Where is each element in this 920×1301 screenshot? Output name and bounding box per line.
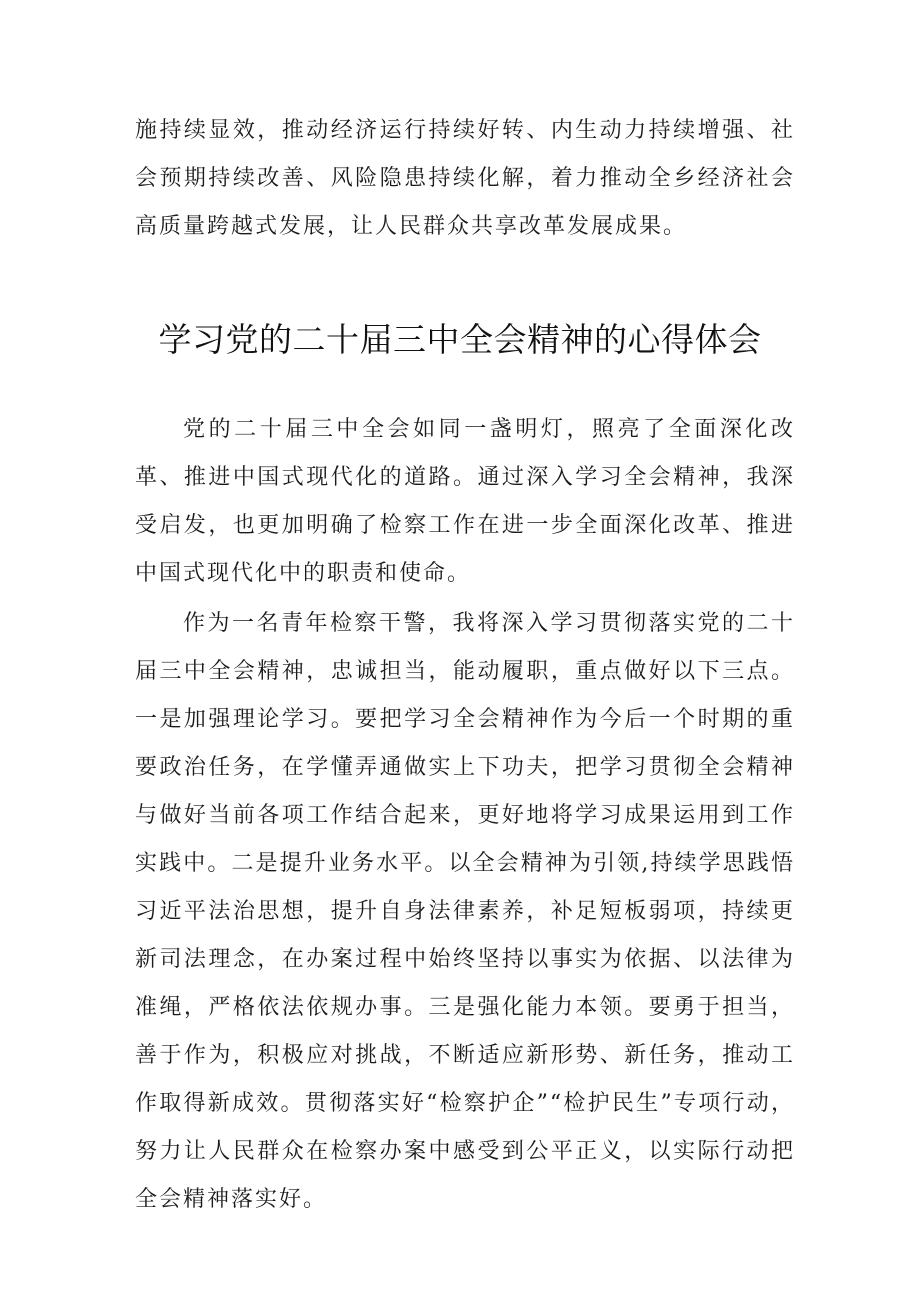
document-title: 学习党的二十届三中全会精神的心得体会 [158, 320, 762, 359]
paragraph-2: 作为一名青年检察干警，我将深入学习贯彻落实党的二十届三中全会精神，忠诚担当，能动履职，重点做好以下三点。一是加强理论学习。要把学习全会精神作为今后一个时期的重要政治任务，在学懂弄通做实上下功夫，把学习贯彻全会精神与做好当前各项工作结合起来，更好地将学习成果运用到工作实践中。二是提升业务水平。以全会精神为引领,持续学思践悟习近平法治思想，提升自身法律素养，补足短板弱项，持续更新司法理念，在办案过程中始终坚持以事实为依据、以法律为准绳，严格依法依规办事。三是强化能力本领。要勇于担当，善于作为，积极应对挑战，不断适应新形势、新任务，推动工作取得新成效。贯彻落实好“检察护企”“检护民生”专项行动，努力让人民群众在检察办案中感受到公平正义，以实际行动把全会精神落实好。 [135, 611, 795, 1212]
paragraph-1: 党的二十届三中全会如同一盏明灯，照亮了全面深化改革、推进中国式现代化的道路。通过深入学习全会精神，我深受启发，也更加明确了检察工作在进一步全面深化改革、推进中国式现代化中的职责和使命。 [135, 417, 795, 586]
lead-paragraph: 施持续显效，推动经济运行持续好转、内生动力持续增强、社会预期持续改善、风险隐患持续化解，着力推动全乡经济社会高质量跨越式发展，让人民群众共享改革发展成果。 [135, 118, 795, 239]
